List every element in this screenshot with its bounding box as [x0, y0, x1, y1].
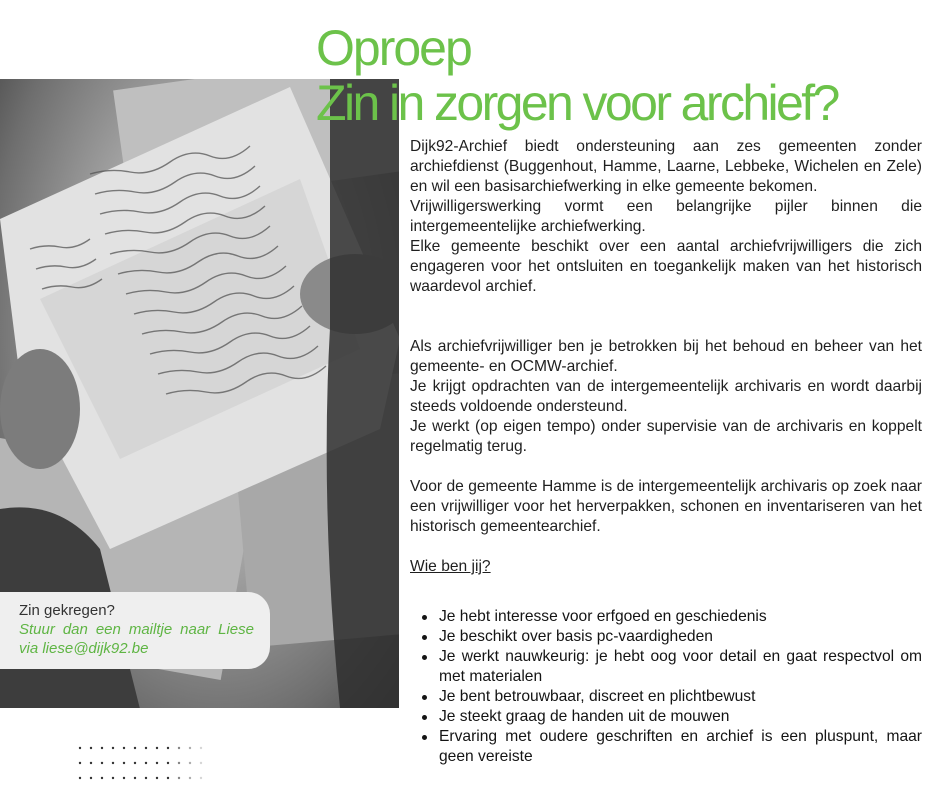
list-item: Je hebt interesse voor erfgoed en geschiedenis — [439, 607, 922, 627]
list-item: Ervaring met oudere geschriften en archief is een pluspunt, maar geen vereiste — [439, 728, 922, 765]
intro-paragraph-2: Vrijwilligerswerking vormt een belangrijke pijler binnen die intergemeentelijke archiefwerking. — [410, 198, 922, 235]
callout-email-text[interactable]: Stuur dan een mailtje naar Liese via liese@dijk92.be — [19, 621, 254, 657]
list-item: Je beschikt over basis pc-vaardigheden — [439, 627, 922, 647]
role-paragraph-3: Je werkt (op eigen tempo) onder supervisie van de archivaris en koppelt regelmatig terug. — [410, 418, 922, 455]
list-item: Je werkt nauwkeurig: je hebt oog voor detail en gaat respectvol om met materialen — [439, 648, 922, 685]
body-text — [410, 137, 922, 767]
title-main: Zin in zorgen voor archief? — [316, 75, 838, 131]
intro-paragraph-3: Elke gemeente beschikt over een aantal archiefvrijwilligers die zich engageren voor het ontsluiten en toegankelijk maken van het historisch waardevol archief. — [410, 238, 922, 295]
list-item: Je bent betrouwbaar, discreet en plichtbewust — [439, 687, 922, 707]
title-oproep: Oproep — [316, 20, 471, 76]
profile-heading: Wie ben jij? — [410, 558, 491, 575]
dot-grid-decoration — [78, 745, 208, 785]
role-paragraph-2: Je krijgt opdrachten van de intergemeentelijk archivaris en wordt daarbij steeds voldoende ondersteund. — [410, 378, 922, 415]
profile-list — [410, 607, 922, 767]
role-paragraph-1: Als archiefvrijwilliger ben je betrokken bij het behoud en beheer van het gemeente- en OCMW-archief. — [410, 338, 922, 375]
contact-callout — [0, 592, 270, 669]
intro-paragraph-1: Dijk92-Archief biedt ondersteuning aan zes gemeenten zonder archiefdienst (Buggenhout, Hamme, Laarne, Lebbeke, Wichelen en Zele) en wil een basisarchiefwerking in elke gemeente bekomen. — [410, 138, 922, 195]
callout-question: Zin gekregen? — [19, 602, 115, 619]
list-item: Je steekt graag de handen uit de mouwen — [439, 707, 922, 727]
search-paragraph: Voor de gemeente Hamme is de intergemeentelijk archivaris op zoek naar een vrijwilliger voor het herverpakken, schonen en inventariseren van het historisch gemeentearchief. — [410, 478, 922, 535]
